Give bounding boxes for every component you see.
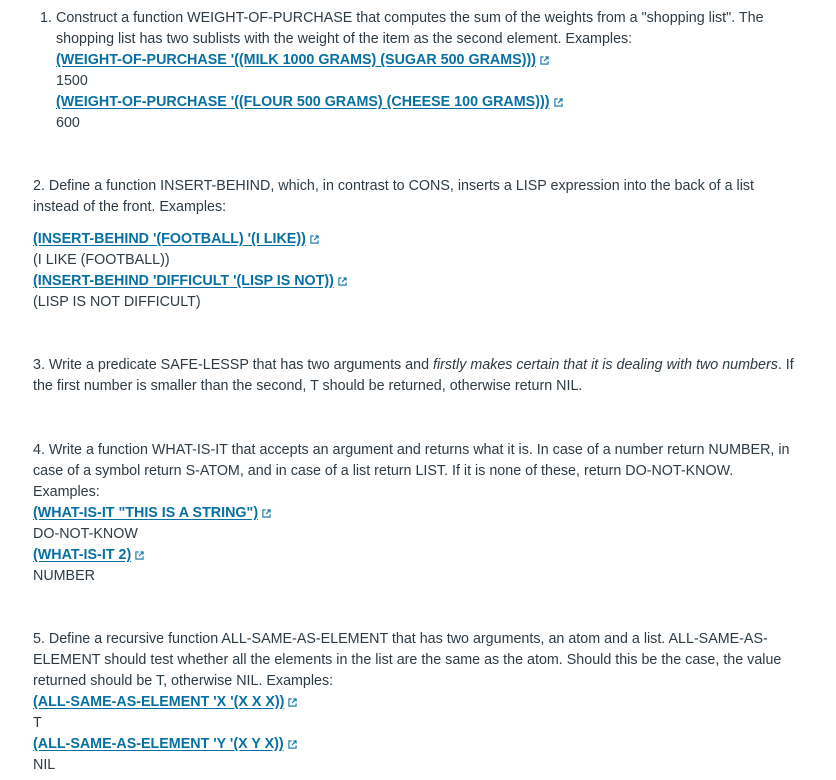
question-4-result-1: DO-NOT-KNOW [33,526,138,542]
question-5-example-1-link[interactable]: (ALL-SAME-AS-ELEMENT 'X '(X X X)) [33,694,285,710]
question-4 [33,440,803,587]
external-link-icon[interactable] [288,740,297,749]
question-5-text: 5. Define a recursive function ALL-SAME-AS-ELEMENT that has two arguments, an atom and a list. ALL-SAME-AS-ELEMENT should test whether all the elements in the list are the same as the atom. Should this be the case, the value returned should be T, otherwise NIL. Examples: [33,631,782,689]
question-1-example-1-link[interactable]: (WEIGHT-OF-PURCHASE '((MILK 1000 GRAMS) (SUGAR 500 GRAMS))) [56,52,536,68]
question-2-text: 2. Define a function INSERT-BEHIND, which, in contrast to CONS, inserts a LISP expression into the back of a list instead of the front. Examples: [33,178,754,215]
question-2-result-2: (LISP IS NOT DIFFICULT) [33,294,201,310]
question-1-text: Construct a function WEIGHT-OF-PURCHASE that computes the sum of the weights from a "shopping list". The shopping list has two sublists with the weight of the item as the second element. Examples: [56,10,764,47]
question-1 [40,8,800,134]
external-link-icon[interactable] [540,56,549,65]
external-link-icon[interactable] [288,698,297,707]
question-3 [33,355,803,397]
question-2-example-2-link[interactable]: (INSERT-BEHIND 'DIFFICULT '(LISP IS NOT)) [33,273,334,289]
external-link-icon[interactable] [310,235,319,244]
question-4-example-2-link[interactable]: (WHAT-IS-IT 2) [33,547,132,563]
external-link-icon[interactable] [135,551,144,560]
external-link-icon[interactable] [554,98,563,107]
question-4-text: 4. Write a function WHAT-IS-IT that accepts an argument and returns what it is. In case of a number return NUMBER, in case of a symbol return S-ATOM, and in case of a list return LIST. If it is none of these, return DO-NOT-KNOW. Examples: [33,442,790,500]
question-4-example-1-link[interactable]: (WHAT-IS-IT "THIS IS A STRING") [33,505,259,521]
external-link-icon[interactable] [262,509,271,518]
question-3-text [33,355,803,397]
question-1-number: 1. [40,10,52,26]
question-1-example-2-link[interactable]: (WEIGHT-OF-PURCHASE '((FLOUR 500 GRAMS) (CHEESE 100 GRAMS))) [56,94,550,110]
question-5-result-1: T [33,715,42,731]
question-2-result-1: (I LIKE (FOOTBALL)) [33,252,170,268]
question-2-example-1-link[interactable]: (INSERT-BEHIND '(FOOTBALL) '(I LIKE)) [33,231,306,247]
question-2 [33,176,803,313]
external-link-icon[interactable] [338,277,347,286]
question-3-text-a: 3. Write a predicate SAFE-LESSP that has two arguments and [33,357,433,373]
question-3-text-b: . If the first number is smaller than the second, T should be returned, otherwise return NIL. [33,357,794,394]
question-5-result-2: NIL [33,757,56,773]
question-4-result-2: NUMBER [33,568,95,584]
question-5 [33,629,803,776]
question-1-result-1: 1500 [56,73,88,89]
question-5-example-2-link[interactable]: (ALL-SAME-AS-ELEMENT 'Y '(X Y X)) [33,736,284,752]
question-1-result-2: 600 [56,115,80,131]
question-3-emphasis: firstly makes certain that it is dealing with two numbers [433,357,778,373]
